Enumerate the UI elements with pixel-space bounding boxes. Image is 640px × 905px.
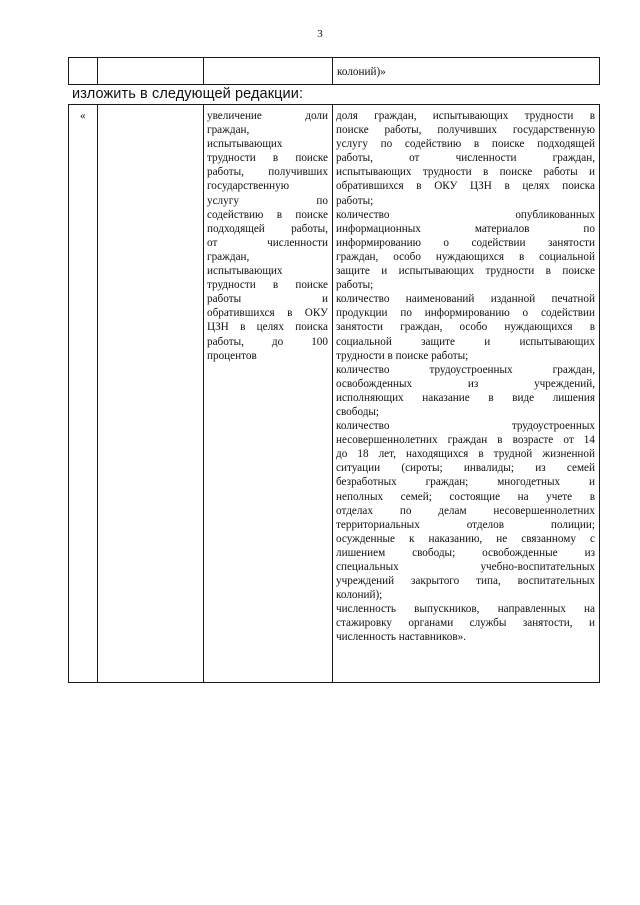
indicators-list-cell	[336, 109, 595, 645]
text-line: свободы;	[336, 405, 380, 418]
text-line: учреждений закрытого типа, воспитательных	[336, 575, 595, 588]
text-line: обратившихся в ОКУ	[207, 307, 328, 320]
text-line: защите и испытывающих трудности в поиске	[336, 265, 595, 278]
text-line: услугу по	[207, 194, 328, 207]
text-line: до 18 лет, находящихся в трудной жизненной	[336, 448, 595, 461]
text-line: обратившихся в ОКУ ЦЗН в целях поиска	[336, 180, 595, 193]
text-line: доля граждан, испытывающих трудности в	[336, 110, 595, 122]
text-line: численность выпускников, направленных на	[336, 603, 595, 616]
text-line: трудности в поиске	[207, 279, 328, 292]
text-line: занятости граждан, особо нуждающихся в	[336, 321, 595, 334]
text-line: услугу по содействию в поиске подходящей	[336, 138, 595, 151]
text-line: граждан,	[207, 250, 250, 263]
text-line: количество наименований изданной печатной	[336, 293, 595, 306]
text-line: государственную	[207, 180, 290, 193]
text-line: работы и	[207, 293, 328, 306]
text-line: граждан,	[207, 124, 250, 137]
text-line: от численности	[207, 236, 328, 249]
text-line: количество трудоустроенных	[336, 420, 595, 433]
text-line: увеличение доли	[207, 110, 328, 122]
text-line: работы, от численности граждан,	[336, 152, 595, 165]
text-line: несовершеннолетних граждан в возрасте от 14	[336, 434, 595, 447]
text-line: количество трудоустроенных граждан,	[336, 363, 595, 376]
text-line: социальной защите и испытывающих	[336, 335, 595, 348]
text-line: ситуации (сироты; инвалиды; из семей	[336, 462, 595, 475]
opening-quote: «	[80, 110, 86, 122]
text-line: работы, до 100	[207, 335, 328, 348]
text-line: освобожденных из учреждений,	[336, 377, 595, 390]
text-line: информационных материалов по	[336, 222, 595, 235]
indicator-description-cell	[207, 109, 328, 363]
text-line: количество опубликованных	[336, 208, 595, 221]
text-line: испытывающих	[207, 138, 283, 151]
text-line: работы;	[336, 279, 374, 292]
page-number: 3	[317, 28, 323, 40]
text-line: работы;	[336, 194, 374, 207]
text-line: работы, получивших	[207, 166, 328, 179]
text-line: информированию о содействии занятости	[336, 236, 595, 249]
text-line: испытывающих трудности в поиске работы и	[336, 166, 595, 179]
top-table-cell-text: колоний)»	[337, 66, 386, 78]
text-line: колоний);	[336, 589, 383, 602]
text-line: безработных граждан; многодетных и	[336, 476, 595, 489]
text-line: продукции по информированию о содействии	[336, 307, 595, 320]
instruction-text: изложить в следующей редакции:	[72, 86, 304, 102]
text-line: содействию в поиске	[207, 208, 328, 221]
text-line: территориальных отделов полиции;	[336, 518, 595, 531]
text-line: процентов	[207, 349, 257, 362]
text-line: специальных учебно-воспитательных	[336, 561, 595, 573]
text-line: лишением свободы; освобожденные из	[336, 546, 595, 559]
text-line: осужденные к наказанию, не связанному с	[336, 532, 595, 545]
text-line: поиске работы, получивших государственную	[336, 124, 595, 137]
text-line: трудности в поиске работы;	[336, 349, 469, 362]
text-line: испытывающих	[207, 265, 283, 278]
text-line: отделах по делам несовершеннолетних	[336, 504, 595, 517]
text-line: ЦЗН в целях поиска	[207, 321, 328, 334]
text-line: неполных семей; состоящие на учете в	[336, 490, 595, 503]
text-line: граждан, особо нуждающихся в социальной	[336, 250, 595, 263]
text-line: трудности в поиске	[207, 152, 328, 165]
text-line: численность наставников».	[336, 631, 467, 644]
text-line: стажировку органами службы занятости, и	[336, 617, 595, 630]
text-line: исполняющих наказание в виде лишения	[336, 391, 595, 404]
text-line: подходящей работы,	[207, 222, 328, 235]
